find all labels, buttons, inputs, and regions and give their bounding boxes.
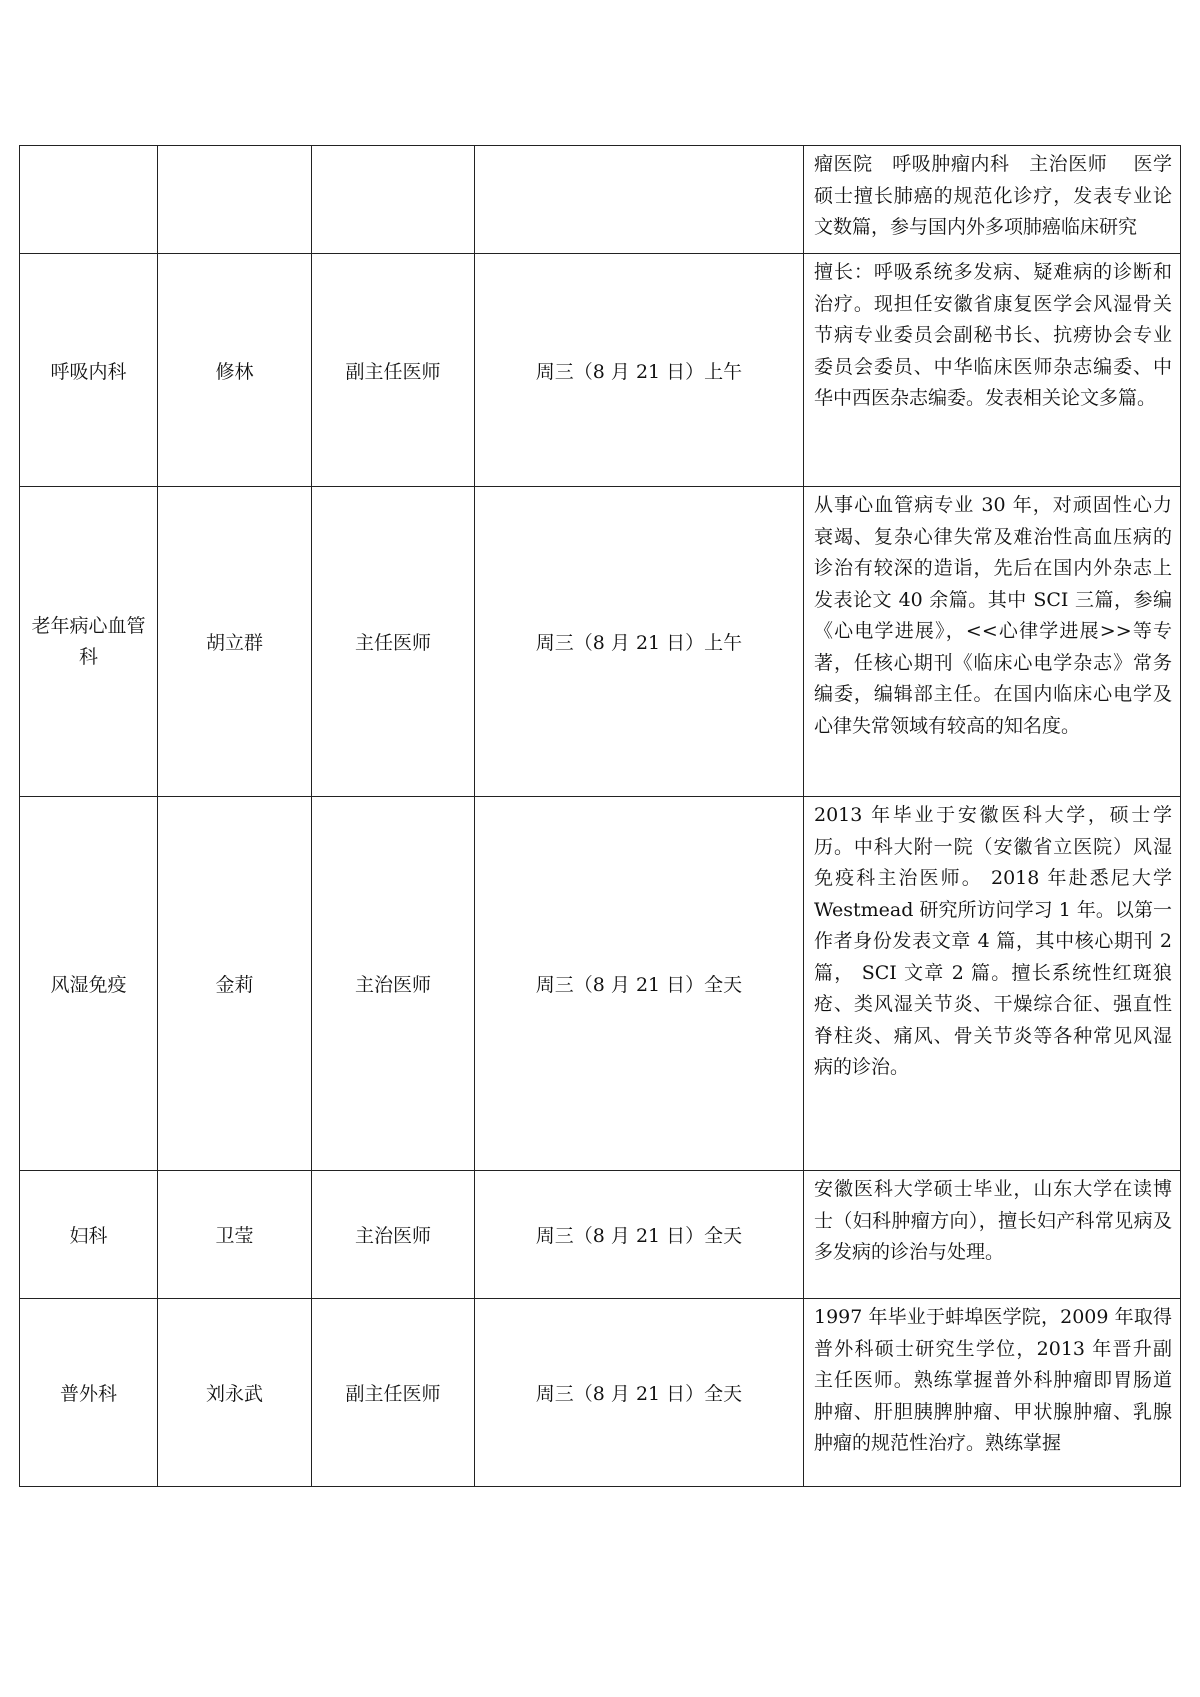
table-row: [20, 797, 1181, 1171]
time-cell: 周三（8 月 21 日）全天: [475, 1299, 804, 1487]
table-row: [20, 487, 1181, 797]
description-cell: [804, 1171, 1181, 1299]
title-cell: 主任医师: [312, 487, 475, 797]
doctor-cell: 卫莹: [158, 1171, 312, 1299]
department-cell: 老年病心血管科: [20, 487, 158, 797]
time-cell: 周三（8 月 21 日）全天: [475, 797, 804, 1171]
title-cell: [312, 146, 475, 254]
department-cell: 风湿免疫: [20, 797, 158, 1171]
department-cell: 呼吸内科: [20, 254, 158, 487]
department-cell: 普外科: [20, 1299, 158, 1487]
description-text: 从事心血管病专业 30 年，对顽固性心力衰竭、复杂心律失常及难治性高血压病的诊治有较深的造诣，先后在国内外杂志上发表论文 40 余篇。其中 SCI 三篇，参编《心电学进展》，<<心律学进展>>等专著，任核心期刊《临床心电学杂志》常务编委，编辑部主任。在国内临床心电学及心律失常领域有较高的知名度。: [814, 494, 1172, 737]
title-cell: 副主任医师: [312, 254, 475, 487]
description-cell: [804, 1299, 1181, 1487]
doctor-cell: 胡立群: [158, 487, 312, 797]
description-text: 安徽医科大学硕士毕业，山东大学在读博士（妇科肿瘤方向），擅长妇产科常见病及多发病的诊治与处理。: [814, 1178, 1172, 1263]
description-cell: [804, 146, 1181, 254]
time-cell: 周三（8 月 21 日）上午: [475, 487, 804, 797]
table-row: [20, 146, 1181, 254]
doctor-cell: 修林: [158, 254, 312, 487]
title-cell: 主治医师: [312, 797, 475, 1171]
table-row: [20, 254, 1181, 487]
description-cell: [804, 797, 1181, 1171]
time-cell: 周三（8 月 21 日）上午: [475, 254, 804, 487]
description-text: 瘤医院 呼吸肿瘤内科 主治医师 医学硕士擅长肺癌的规范化诊疗，发表专业论文数篇，参与国内外多项肺癌临床研究: [814, 153, 1172, 238]
department-cell: 妇科: [20, 1171, 158, 1299]
title-cell: 主治医师: [312, 1171, 475, 1299]
description-cell: [804, 254, 1181, 487]
description-cell: [804, 487, 1181, 797]
doctor-cell: 刘永武: [158, 1299, 312, 1487]
description-text: 擅长：呼吸系统多发病、疑难病的诊断和治疗。现担任安徽省康复医学会风湿骨关节病专业委员会副秘书长、抗痨协会专业委员会委员、中华临床医师杂志编委、中华中西医杂志编委。发表相关论文多篇。: [814, 261, 1172, 409]
schedule-table: [19, 145, 1181, 1487]
title-cell: 副主任医师: [312, 1299, 475, 1487]
description-text: 2013 年毕业于安徽医科大学，硕士学历。中科大附一院（安徽省立医院）风湿免疫科主治医师。 2018 年赴悉尼大学 Westmead 研究所访问学习 1 年。以第一作者身份发表文章 4 篇，其中核心期刊 2 篇， SCI 文章 2 篇。擅长系统性红斑狼疮、类风湿关节炎、干燥综合征、强直性脊柱炎、痛风、骨关节炎等各种常见风湿病的诊治。: [814, 804, 1172, 1078]
time-cell: [475, 146, 804, 254]
department-cell: [20, 146, 158, 254]
description-text: 1997 年毕业于蚌埠医学院，2009 年取得普外科硕士研究生学位，2013 年晋升副主任医师。熟练掌握普外科肿瘤即胃肠道肿瘤、肝胆胰脾肿瘤、甲状腺肿瘤、乳腺肿瘤的规范性治疗。熟练掌握: [814, 1306, 1172, 1454]
table-row: [20, 1299, 1181, 1487]
table-row: [20, 1171, 1181, 1299]
doctor-cell: [158, 146, 312, 254]
time-cell: 周三（8 月 21 日）全天: [475, 1171, 804, 1299]
doctor-cell: 金莉: [158, 797, 312, 1171]
